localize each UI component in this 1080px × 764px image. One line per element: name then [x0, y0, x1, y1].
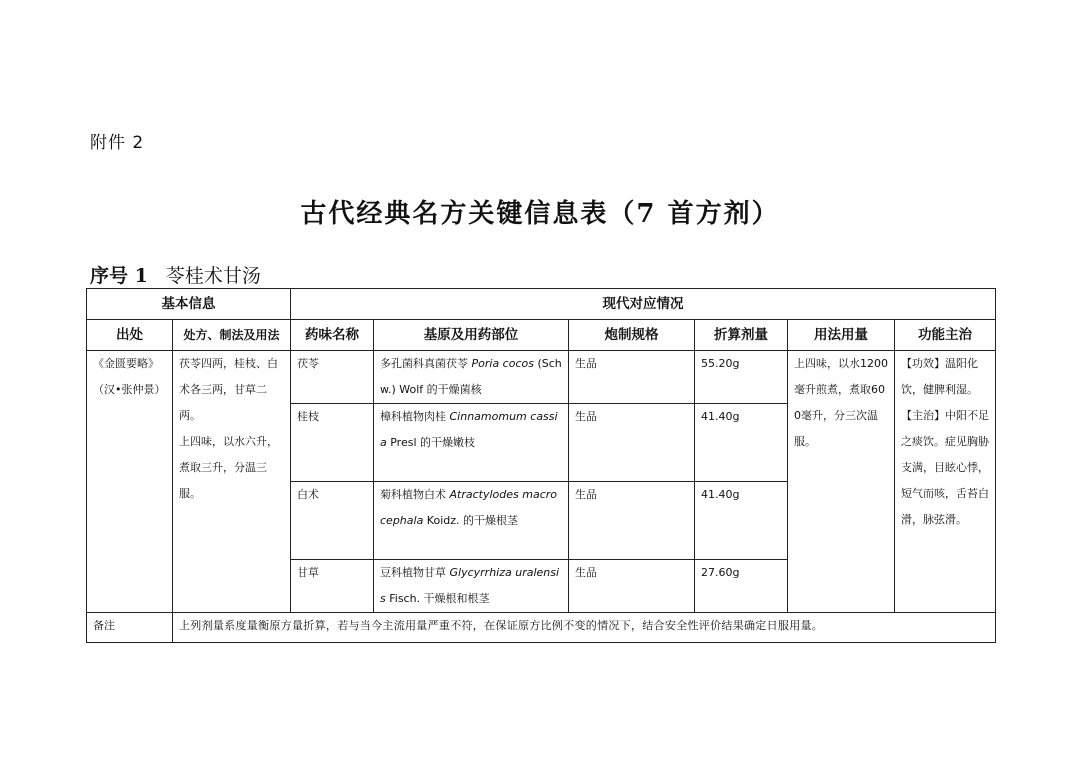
herb-dose: 41.40g	[695, 404, 788, 482]
document-title: 古代经典名方关键信息表（7 首方剂）	[300, 199, 780, 229]
herb-processing: 生品	[569, 482, 695, 560]
col-header-herb-name: 药味名称	[291, 320, 374, 351]
col-header-usage: 用法用量	[788, 320, 895, 351]
herb-origin: 豆科植物甘草 Glycyrrhiza uralensis Fisch. 干燥根和根茎	[374, 560, 569, 613]
herb-name: 甘草	[291, 560, 374, 613]
herb-origin: 樟科植物肉桂 Cinnamomum cassia Presl 的干燥嫩枝	[374, 404, 569, 482]
section-heading	[90, 261, 261, 288]
section-number: 序号 1	[90, 265, 148, 287]
herb-origin: 菊科植物白术 Atractylodes macrocephala Koidz. 的干燥根茎	[374, 482, 569, 560]
herb-dose: 41.40g	[695, 482, 788, 560]
col-header-origin: 基原及用药部位	[374, 320, 569, 351]
note-text: 上列剂量系度量衡原方量折算，若与当今主流用量严重不符，在保证原方比例不变的情况下，结合安全性评价结果确定日服用量。	[173, 613, 996, 643]
header-modern: 现代对应情况	[291, 289, 996, 320]
herb-name: 茯苓	[291, 351, 374, 404]
prescription-cell	[173, 351, 291, 613]
header-row-2	[87, 320, 996, 351]
header-row-1	[87, 289, 996, 320]
attachment-label: 附件 2	[90, 133, 145, 153]
usage-cell: 上四味，以水1200毫升煎煮，煮取600毫升，分三次温服。	[788, 351, 895, 613]
formula-table	[86, 288, 996, 643]
herb-dose: 55.20g	[695, 351, 788, 404]
herb-origin: 多孔菌科真菌茯苓 Poria cocos (Schw.) Wolf 的干燥菌核	[374, 351, 569, 404]
note-row	[87, 613, 996, 643]
source-cell: 《金匮要略》（汉•张仲景）	[87, 351, 173, 613]
note-label: 备注	[87, 613, 173, 643]
herb-processing: 生品	[569, 351, 695, 404]
herb-processing: 生品	[569, 404, 695, 482]
table-row	[87, 351, 996, 404]
section-name: 苓桂术甘汤	[165, 265, 261, 287]
col-header-dose: 折算剂量	[695, 320, 788, 351]
herb-dose: 27.60g	[695, 560, 788, 613]
header-basic-info: 基本信息	[87, 289, 291, 320]
prescription-line: 茯苓四两，桂枝、白术各三两，甘草二两。	[179, 357, 278, 422]
col-header-function: 功能主治	[895, 320, 996, 351]
herb-processing: 生品	[569, 560, 695, 613]
col-header-processing: 炮制规格	[569, 320, 695, 351]
prescription-line: 上四味，以水六升，煮取三升，分温三服。	[179, 435, 278, 500]
col-header-prescription: 处方、制法及用法	[173, 320, 291, 351]
herb-name: 白术	[291, 482, 374, 560]
herb-name: 桂枝	[291, 404, 374, 482]
function-cell: 【功效】温阳化饮，健脾利湿。【主治】中阳不足之痰饮。症见胸胁支满，目眩心悸，短气而咳，舌苔白滑，脉弦滑。	[895, 351, 996, 613]
col-header-source: 出处	[87, 320, 173, 351]
